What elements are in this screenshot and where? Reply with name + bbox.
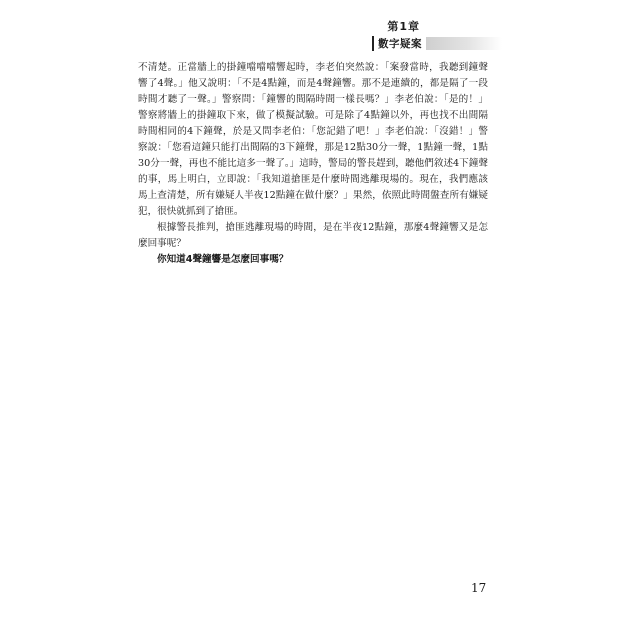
- paragraph-1: 不清楚。正當牆上的掛鐘噹噹噹響起時，李老伯突然說：「案發當時，我聽到鐘聲響了4聲。」他又說明：「不是4點鐘，而是4聲鐘響。那不是連續的，都是隔了一段時間才聽了一聲。」警察問：「鐘響的間隔時間一樣長嗎？」李老伯說：「是的！」警察將牆上的掛鐘取下來，做了模擬試驗。可是除了4點鐘以外，再也找不出間隔時間相同的4下鐘聲，於是又問李老伯：「您記錯了吧！」李老伯說：「沒錯！」警察說：「您看這鐘只能打出間隔的3下鐘聲，那是12點30分一聲，1點鐘一聲，1點30分一聲，再也不能比這多一聲了。」這時，警局的警長趕到，聽他們敘述4下鐘聲的事，馬上明白，立即說：「我知道搶匪是什麼時間逃離現場的。現在，我們應該馬上查清楚，所有嫌疑人半夜12點鐘在做什麼？」果然，依照此時間盤查所有嫌疑犯，很快就抓到了搶匪。: [138, 62, 488, 217]
- chapter-label: 第1章: [387, 20, 420, 33]
- section-divider: [372, 36, 374, 51]
- page-body: [138, 60, 488, 268]
- question-line: 你知道4聲鐘響是怎麼回事嗎？: [157, 254, 289, 265]
- paragraph-2: 根據警長推判，搶匪逃離現場的時間，是在半夜12點鐘，那麼4聲鐘響又是怎麼回事呢？: [138, 222, 488, 249]
- running-header: [372, 18, 502, 51]
- section-title: 數字疑案: [378, 38, 422, 50]
- section-shade-bar: [426, 37, 502, 50]
- section-bar: [372, 36, 502, 51]
- page-number: 17: [471, 581, 487, 595]
